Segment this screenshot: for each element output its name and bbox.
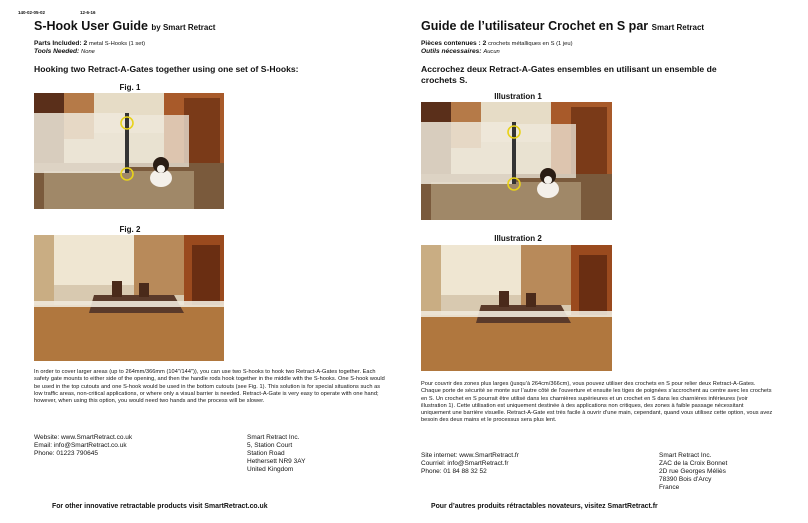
phone-en: Phone: 01223 790645 <box>34 449 98 457</box>
website-fr: Site internet: www.SmartRetract.fr <box>421 452 519 459</box>
address-line: United Kingdom <box>247 465 294 473</box>
illustration-1-photo <box>421 102 612 220</box>
parts-label: Parts Included: <box>34 40 82 47</box>
parts-label: Pièces contenues : <box>421 40 481 47</box>
address-line: Hethersett NR9 3AY <box>247 457 306 465</box>
email-en: Email: info@SmartRetract.co.uk <box>34 441 127 449</box>
parts-line-en <box>34 40 145 48</box>
page-title-en <box>34 19 215 33</box>
address-line: 2D rue Georges Méliès <box>659 467 726 475</box>
illustration-2-photo <box>421 245 612 371</box>
figure-1-photo <box>34 93 224 209</box>
document-code: 140-02-05-02 <box>18 10 46 15</box>
description-paragraph-en: In order to cover larger areas (up to 264mm/366mm (104"/144")), you can use two S-hooks to hook two Retract-A-Gates together. Each safety gate mounts to either side of the opening, and then the handle rods hook together in the middle with the S-hooks. One S-hook would be used in the top cutouts and one S-hook would be used in the bottom cutouts (see Fig. 1). This solution is for special situations such as low traffic areas, non-critical applications, or where only a visual barrier is needed. Retract-A-Gate is very easy to operate with one hand; however, when using this option, you would need two hands and the process will be slower. <box>34 369 385 405</box>
contact-block-en <box>34 434 132 458</box>
footer-fr: Pour d’autres produits rétractables novateurs, visitez SmartRetract.fr <box>431 503 658 510</box>
page-title-fr <box>421 19 704 33</box>
title-by: by Smart Retract <box>151 23 216 32</box>
section-heading-fr <box>421 64 781 86</box>
address-line: Station Road <box>247 449 285 457</box>
address-line: Smart Retract Inc. <box>247 434 300 441</box>
title-by: Smart Retract <box>651 23 705 32</box>
parts-item: crochets métalliques en S (1 jeu) <box>488 41 573 47</box>
parts-qty: 2 <box>482 40 487 47</box>
address-line: France <box>659 483 680 491</box>
figure-1-label: Fig. 1 <box>119 83 141 92</box>
illustration-1-label: Illustration 1 <box>494 92 542 101</box>
parts-item: metal S-Hooks (1 set) <box>89 41 146 47</box>
parts-line-fr <box>421 40 573 48</box>
address-line: 78390 Bois d’Arcy <box>659 475 712 483</box>
figure-2-label: Fig. 2 <box>119 225 141 234</box>
tools-value: None <box>81 49 95 55</box>
description-paragraph-fr: Pour couvrir des zones plus larges (jusqu’à 264cm/366cm), vous pouvez utiliser des crochets en S pour relier deux Retract-A-Gates. Chaque porte de sécurité se monte sur l’autre côté de l’ouverture et ensuite les tiges de poignées s’accrochent au centre avec les crochets en S. Un crochet en S pourrait être utilisé dans les charnières supérieures et un crochet en S dans les charnières inférieures (voir illustration 1). Cette utilisation est uniquement destinée à des applications non critiques, des zones à faible passage nécessitant uniquement une barrière visuelle. Retract-A-Gate est très facile à ouvrir d’une main, cependant, quand vous utilisez cette option, vous avez besoin des deux mains et le processus sera plus lent. <box>421 381 773 424</box>
address-line: Smart Retract Inc. <box>659 452 712 459</box>
phone-fr: Phone: 01 84 88 32 52 <box>421 467 487 475</box>
tools-line-en <box>34 48 95 56</box>
tools-line-fr <box>421 48 500 56</box>
contact-block-fr <box>421 452 519 476</box>
tools-label: Outils nécessaires: <box>421 48 482 55</box>
title-text: Guide de l’utilisateur Crochet en S par <box>421 19 649 33</box>
email-fr: Courriel: info@SmartRetract.fr <box>421 459 509 467</box>
footer-en: For other innovative retractable products visit SmartRetract.co.uk <box>52 503 268 510</box>
document-date: 12-6-16 <box>80 10 96 15</box>
website-en: Website: www.SmartRetract.co.uk <box>34 434 133 441</box>
figure-2-photo <box>34 235 224 361</box>
heading-line: Accrochez deux Retract-A-Gates ensembles en utilisant un ensemble de <box>421 64 717 74</box>
heading-line: crochets S. <box>421 75 468 85</box>
section-heading-en: Hooking two Retract-A-Gates together using one set of S-Hooks: <box>34 64 299 74</box>
address-block-fr <box>659 452 727 492</box>
address-block-en <box>247 434 305 474</box>
title-text: S-Hook User Guide <box>34 19 148 33</box>
illustration-2-label: Illustration 2 <box>494 234 542 243</box>
tools-label: Tools Needed: <box>34 48 80 55</box>
parts-qty: 2 <box>83 40 88 47</box>
address-line: 5, Station Court <box>247 441 293 449</box>
tools-value: Aucun <box>483 49 500 55</box>
address-line: ZAC de la Croix Bonnet <box>659 459 728 467</box>
